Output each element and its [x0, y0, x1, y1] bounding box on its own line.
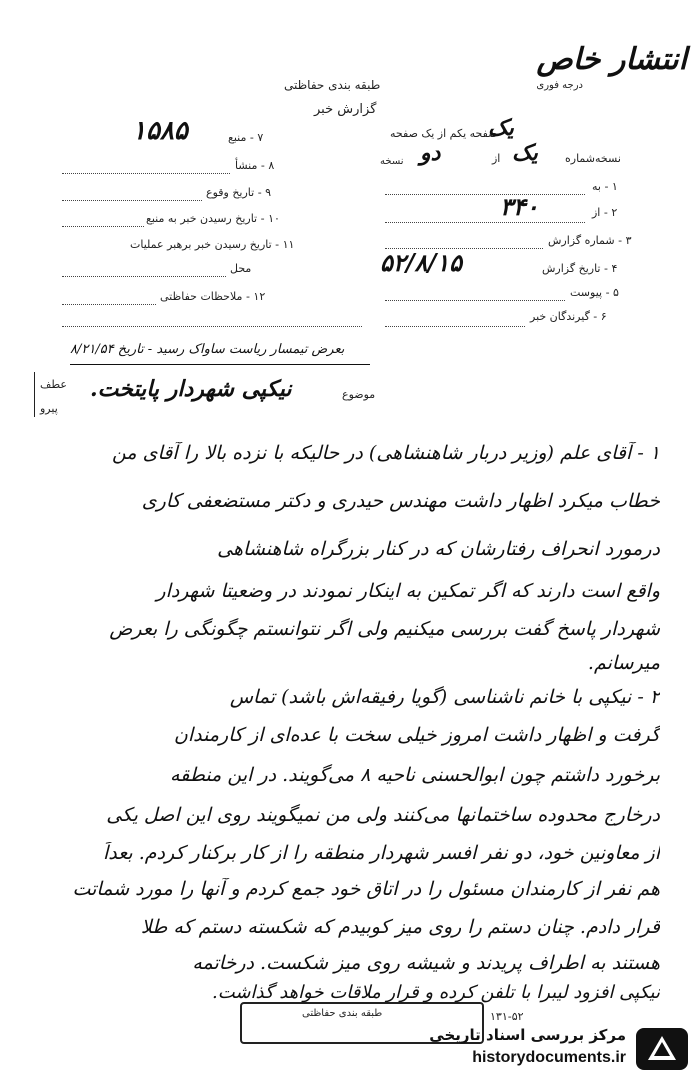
- watermark-title: مرکز بررسی اسناد تاریخی: [429, 1026, 626, 1044]
- page-number-handwritten: یک: [488, 115, 514, 141]
- document-number: ۱۳۱-۵۲: [490, 1010, 524, 1023]
- urgency-stamp: [498, 40, 693, 100]
- body-line: میرسانم.: [587, 652, 660, 674]
- archive-watermark: [418, 1022, 696, 1074]
- subject-text: نیکپی شهردار پایتخت.: [90, 376, 292, 402]
- reference-label: عطف: [40, 378, 67, 391]
- body-line: ۲ - نیکپی با خانم ناشناسی (گویا رفیقه‌اش باشد) تماس: [229, 686, 660, 708]
- classification-label: طبقه بندی حفاظتی: [284, 78, 381, 92]
- field-4-report-date: ۴ - تاریخ گزارش: [542, 262, 618, 275]
- field-2-from: ۲ - از: [592, 206, 618, 219]
- field-6-recipients: ۶ - گیرندگان خبر: [530, 310, 607, 323]
- copy-total: دو: [420, 140, 441, 166]
- urgency-label: درجه فوری: [536, 80, 583, 91]
- field-1-line: [385, 194, 585, 195]
- body-line: برخورد داشتم چون ابوالحسنی ناحیه ۸ می‌گویند. در این منطقه: [170, 764, 660, 786]
- field-10-line: [62, 226, 144, 227]
- page-info: صفحه یکم از یک صفحه: [390, 127, 498, 140]
- copy-number: یک: [512, 140, 538, 166]
- field-2-line: [385, 222, 585, 223]
- archive-logo-icon: [634, 1026, 690, 1072]
- field-11-operations-receipt-date: ۱۱ - تاریخ رسیدن خبر برهبر عملیات: [130, 238, 295, 251]
- subject-label: موضوع: [342, 388, 376, 401]
- field-10-source-receipt-date: ۱۰ - تاریخ رسیدن خبر به منبع: [146, 212, 280, 225]
- urgency-stamp-handwriting: انتشار خاص: [536, 42, 687, 77]
- watermark-url: historydocuments.ir: [472, 1049, 626, 1066]
- copy-label: نسخه‌شماره: [565, 152, 621, 165]
- field-12-security-notes: ۱۲ - ملاحظات حفاظتی: [160, 290, 266, 303]
- body-line: هستند به اطراف پریدند و شیشه روی میز شکست. درخاتمه: [192, 952, 660, 974]
- field-7-value: ۱۵۸۵: [132, 116, 188, 146]
- reference-divider: [34, 372, 35, 417]
- receipt-annotation: بعرض تیمسار ریاست ساواک رسید - تاریخ ۸/۲۱/۵۴: [70, 342, 345, 357]
- body-line: شهردار پاسخ گفت بررسی میکنیم ولی اگر نتوانستم چگونگی را بعرض: [109, 618, 660, 640]
- field-11-place: محل: [230, 262, 252, 275]
- bottom-stamp-label: طبقه بندی حفاظتی: [302, 1008, 383, 1019]
- field-2-value: ۳۴۰: [500, 192, 539, 221]
- field-8-origin: ۸ - منشأ: [235, 159, 275, 172]
- body-line: قرار دادم. چنان دستم را روی میز کوبیدم که شکسته دستم که طلا: [140, 916, 660, 938]
- body-line: از معاونین خود، دو نفر افسر شهردار منطقه را از کار برکنار کردم. بعداً: [102, 842, 660, 864]
- body-line: ۱ - آقای علم (وزیر دربار شاهنشاهی) در حالیکه با نزده بالا را آقای من: [111, 442, 660, 464]
- field-5-line: [385, 300, 565, 301]
- body-line: خطاب میکرد اظهار داشت مهندس حیدری و دکتر مستضعفی کاری: [141, 490, 660, 512]
- field-3-report-number: ۳ - شماره گزارش: [548, 234, 632, 247]
- field-4-value: ۵۲/۸/۱۵: [380, 248, 462, 277]
- field-6-line: [385, 326, 525, 327]
- body-line: گرفت و اظهار داشت امروز خیلی سخت با عده‌ای از کارمندان: [173, 724, 660, 746]
- field-11-line: [62, 276, 226, 277]
- copy-suffix: نسخه: [380, 156, 404, 167]
- body-line: درمورد انحراف رفتارشان که در کنار بزرگراه شاهنشاهی: [217, 538, 660, 560]
- report-title: گزارش خبر: [314, 102, 377, 117]
- copy-of: از: [492, 152, 501, 165]
- receipt-underline: [70, 364, 370, 365]
- body-line: واقع است دارند که اگر تمکین به اینکار نمودند در وضعیتا شهردار: [156, 580, 660, 602]
- field-12-line-2: [62, 326, 362, 327]
- body-line: هم نفر از کارمندان مسئول را در اتاق خود جمع کردم و آنها را مورد شماتت: [72, 878, 660, 900]
- field-1-to: ۱ - به: [592, 180, 618, 193]
- field-9-line: [62, 200, 202, 201]
- follow-up-label: پیرو: [40, 402, 58, 415]
- field-5-attachment: ۵ - پیوست: [570, 286, 619, 299]
- field-8-line: [62, 173, 230, 174]
- field-12-line: [62, 304, 156, 305]
- body-line: نیکپی افزود لیبرا با تلفن کرده و قرار ملاقات خواهد گذاشت.: [212, 982, 660, 1003]
- field-7-source: ۷ - منبع: [228, 131, 264, 144]
- body-line: درخارج محدوده ساختمانها می‌کنند ولی من نمیگویند روی این اصل یکی: [106, 804, 660, 826]
- field-9-event-date: ۹ - تاریخ وقوع: [206, 186, 272, 199]
